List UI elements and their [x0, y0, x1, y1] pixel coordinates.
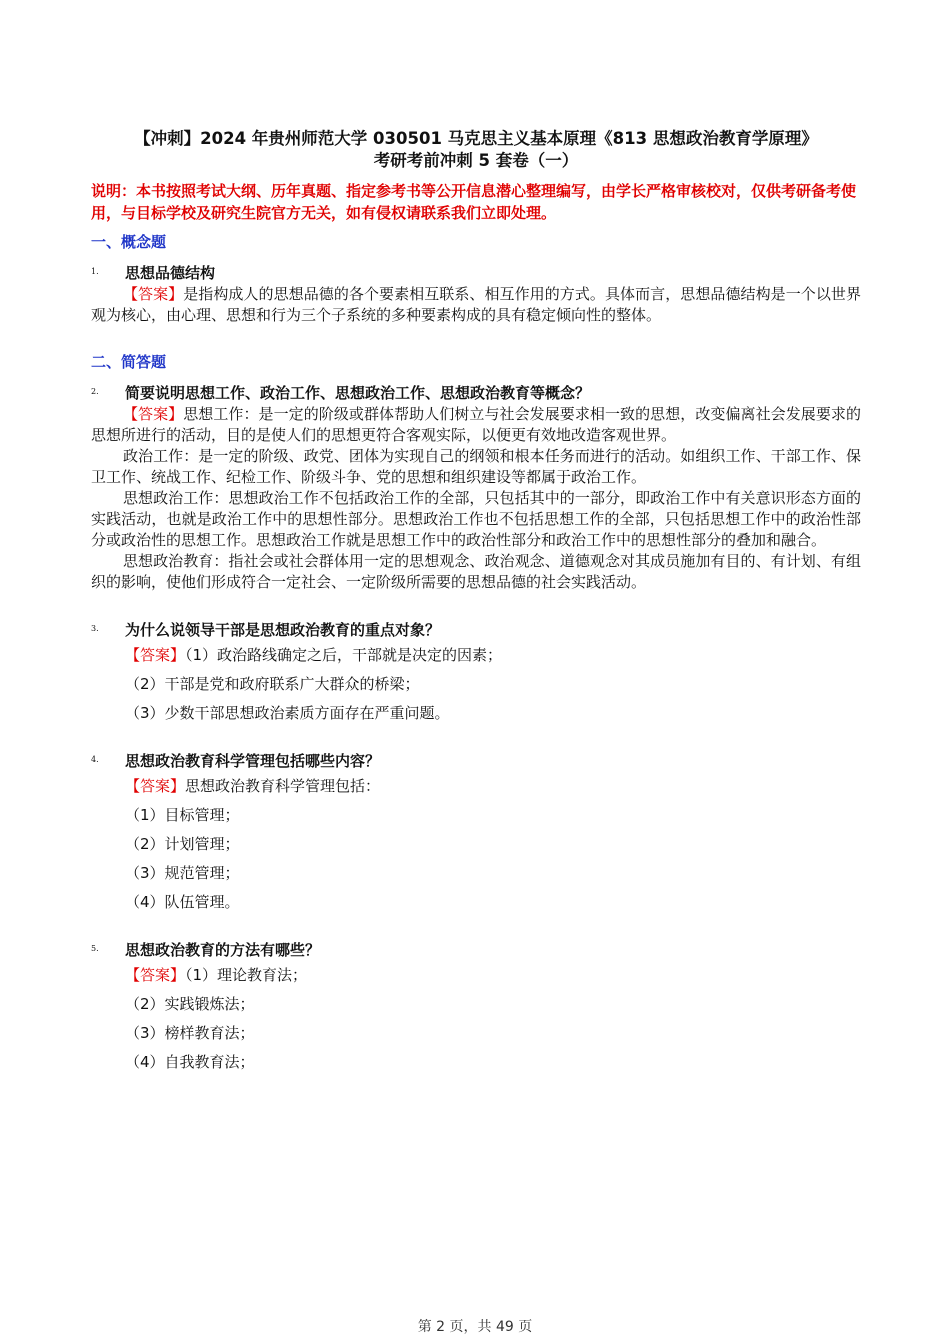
title-line-2: 考研考前冲刺 5 套卷（一） [373, 151, 579, 170]
answer-item: （1）目标管理； [125, 806, 240, 824]
question-text: 为什么说领导干部是思想政治教育的重点对象？ [125, 621, 441, 639]
question-number: 5. [91, 944, 99, 953]
page-content [91, 128, 861, 1077]
answer-tag: 【答案】 [125, 646, 186, 664]
question-text: 思想政治教育科学管理包括哪些内容？ [125, 752, 381, 770]
answer-item: （3）榜样教育法； [125, 1024, 255, 1042]
answer-item: （4）自我教育法； [125, 1053, 255, 1071]
page-footer: 第 2 页，共 49 页 [417, 1319, 533, 1335]
answer-paragraph: 思想政治工作：思想政治工作不包括政治工作的全部，只包括其中的一部分，即政治工作中有关意识形态方面的实践活动，也就是政治工作中的思想性部分。思想政治工作也不包括思想工作的全部，只包括思想工作中的政治性部分或政治性的思想工作。思想政治工作就是思想工作中的政治性部分和政治工作中的思想性部分的叠加和融合。 [91, 489, 861, 549]
answer-tag: 【答案】 [123, 285, 184, 303]
question-text: 简要说明思想工作、政治工作、思想政治工作、思想政治教育等概念？ [125, 384, 591, 402]
answer-tag: 【答案】 [125, 777, 186, 795]
answer-item: （2）实践锻炼法； [125, 995, 255, 1013]
answer-item: （3）少数干部思想政治素质方面存在严重问题。 [125, 704, 450, 722]
question-3 [91, 619, 861, 641]
answer-paragraph: 思想政治教育：指社会或社会群体用一定的思想观念、政治观念、道德观念对其成员施加有目的、有计划、有组织的影响，使他们形成符合一定社会、一定阶级所需要的思想品德的社会实践活动。 [91, 552, 861, 591]
answer-text: 是指构成人的思想品德的各个要素相互联系、相互作用的方式。具体而言，思想品德结构是一个以世界观为核心，由心理、思想和行为三个子系统的多种要素构成的具有稳定倾向性的整体。 [91, 285, 861, 324]
answer-item: 【答案】思想政治教育科学管理包括： [125, 777, 381, 795]
answer-item: （4）队伍管理。 [125, 893, 240, 911]
answer-paragraph [91, 284, 861, 326]
answer-paragraph: 政治工作：是一定的阶级、政党、团体为实现自己的纲领和根本任务而进行的活动。如组织工作、干部工作、保卫工作、统战工作、纪检工作、阶级斗争、党的思想和组织建设等都属于政治工作。 [91, 447, 861, 486]
question-number: 2. [91, 387, 99, 396]
section-heading-concepts: 一、概念题 [91, 233, 167, 251]
question-4 [91, 750, 861, 772]
question-1 [91, 262, 861, 284]
question-number: 4. [91, 755, 99, 764]
question-number: 1. [91, 267, 99, 276]
answer-item: （2）计划管理； [125, 835, 240, 853]
disclaimer-notice: 说明：本书按照考试大纲、历年真题、指定参考书等公开信息潜心整理编写，由学长严格审核校对，仅供考研备考使用，与目标学校及研究生院官方无关，如有侵权请联系我们立即处理。 [91, 182, 857, 222]
question-2 [91, 382, 861, 404]
question-text: 思想品德结构 [125, 264, 216, 282]
question-text: 思想政治教育的方法有哪些？ [125, 941, 321, 959]
question-5 [91, 939, 861, 961]
answer-paragraph [91, 404, 861, 446]
answer-text: 思想工作：是一定的阶级或群体帮助人们树立与社会发展要求相一致的思想，改变偏离社会发展要求的思想所进行的活动，目的是使人们的思想更符合客观实际，以便更有效地改造客观世界。 [91, 405, 861, 444]
answer-tag: 【答案】 [125, 966, 186, 984]
answer-tag: 【答案】 [123, 405, 184, 423]
answer-item: 【答案】（1）政治路线确定之后，干部就是决定的因素； [125, 646, 503, 664]
title-line-1: 【冲刺】2024 年贵州师范大学 030501 马克思主义基本原理《813 思想政治教育学原理》 [134, 129, 818, 148]
section-heading-short-answer: 二、简答题 [91, 353, 167, 371]
answer-item: （3）规范管理； [125, 864, 240, 882]
document-title [91, 128, 861, 172]
question-number: 3. [91, 624, 99, 633]
answer-item: 【答案】（1）理论教育法； [125, 966, 308, 984]
answer-item: （2）干部是党和政府联系广大群众的桥梁； [125, 675, 420, 693]
